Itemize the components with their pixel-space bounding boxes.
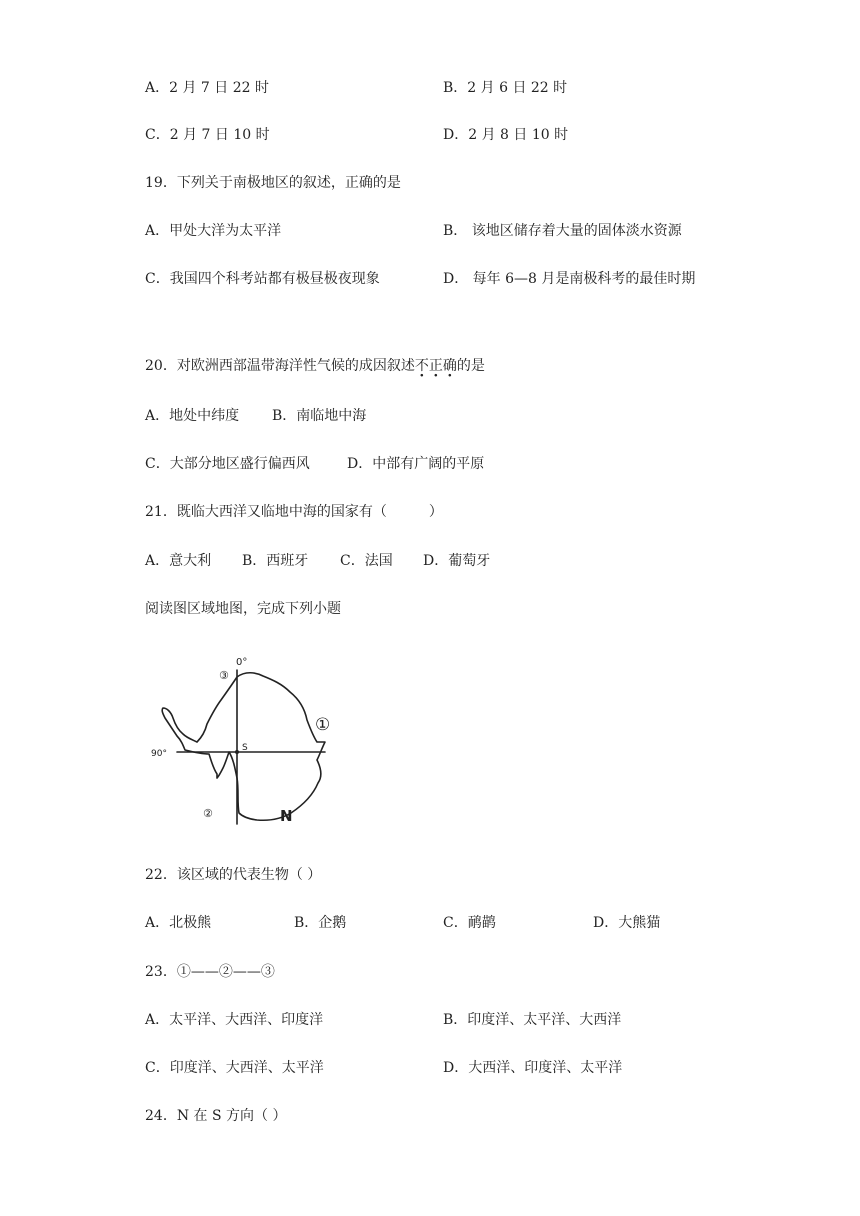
q23-option-c: C．印度洋、大西洋、太平洋 <box>145 1060 324 1076</box>
q23-option-b: B．印度洋、太平洋、大西洋 <box>443 1012 622 1028</box>
q23-options-row2 <box>145 1059 622 1077</box>
q23-options-row1 <box>145 1011 621 1029</box>
map-label-zero: 0° <box>236 657 248 668</box>
q20-option-c: C．大部分地区盛行偏西风 <box>145 456 310 472</box>
q21-stem: 21．既临大西洋又临地中海的国家有（ ） <box>145 504 443 520</box>
q20-option-a: A．地处中纬度 <box>145 408 240 424</box>
q21-option-c: C．法国 <box>340 553 393 569</box>
south-pole-dot <box>235 750 239 754</box>
q20-emph-3: 确 <box>442 358 457 374</box>
q18-options-row2 <box>145 126 568 144</box>
q18-option-d: D．2 月 8 日 10 时 <box>443 127 569 143</box>
map-label-south-pole: S <box>242 743 248 753</box>
map-label-ocean3: ③ <box>219 669 229 682</box>
map-label-ninety: 90° <box>151 749 167 759</box>
q21-option-d: D．葡萄牙 <box>423 553 491 569</box>
q19-option-c: C．我国四个科考站都有极昼极夜现象 <box>145 271 380 287</box>
q19-option-d: D． 每年 6—8 月是南极科考的最佳时期 <box>443 271 696 287</box>
q20-option-b: B．南临地中海 <box>272 408 367 424</box>
q19-option-a: A．甲处大洋为太平洋 <box>145 223 282 239</box>
q19-stem: 19．下列关于南极地区的叙述，正确的是 <box>145 175 401 191</box>
antarctica-map <box>145 650 345 830</box>
q21-option-b: B．西班牙 <box>242 553 309 569</box>
map-label-ocean2: ② <box>203 807 213 820</box>
q24-stem: 24．N 在 S 方向（ ） <box>145 1108 287 1124</box>
map-intro: 阅读图区域地图，完成下列小题 <box>145 601 341 617</box>
q19-options-row1 <box>145 222 682 240</box>
map-label-north-point: N <box>280 807 293 825</box>
q18-option-c: C．2 月 7 日 10 时 <box>145 127 270 143</box>
q18-option-b: B．2 月 6 日 22 时 <box>443 80 568 96</box>
q23-option-a: A．太平洋、大西洋、印度洋 <box>145 1012 324 1028</box>
q18-option-a: A．2 月 7 日 22 时 <box>145 80 269 96</box>
q22-option-a: A．北极熊 <box>145 915 212 931</box>
q23-stem: 23．①——②——③ <box>145 964 275 980</box>
q21-options-row <box>145 552 490 570</box>
q20-emph-2: 正 <box>428 358 443 374</box>
q20-option-d: D．中部有广阔的平原 <box>347 456 485 472</box>
q20-options-row2 <box>145 455 484 473</box>
q22-option-c: C．鸸鹋 <box>443 915 496 931</box>
q19-option-b: B． 该地区储存着大量的固体淡水资源 <box>443 223 682 239</box>
q22-option-d: D．大熊猫 <box>593 915 661 931</box>
q20-stem <box>145 357 485 375</box>
q20-stem-pre: 20．对欧洲西部温带海洋性气候的成因叙述 <box>145 358 415 374</box>
q20-options-row1 <box>145 407 366 425</box>
q20-emph-1: 不 <box>414 358 429 374</box>
q20-stem-post: 的是 <box>456 358 485 374</box>
q22-options-row <box>145 914 660 932</box>
q18-options-row1 <box>145 79 567 97</box>
q21-option-a: A．意大利 <box>145 553 212 569</box>
q22-option-b: B．企鹅 <box>294 915 347 931</box>
q19-options-row2 <box>145 270 695 288</box>
q22-stem: 22．该区域的代表生物（ ） <box>145 867 322 883</box>
map-label-ocean1: ① <box>315 715 331 735</box>
q23-option-d: D．大西洋、印度洋、太平洋 <box>443 1060 623 1076</box>
